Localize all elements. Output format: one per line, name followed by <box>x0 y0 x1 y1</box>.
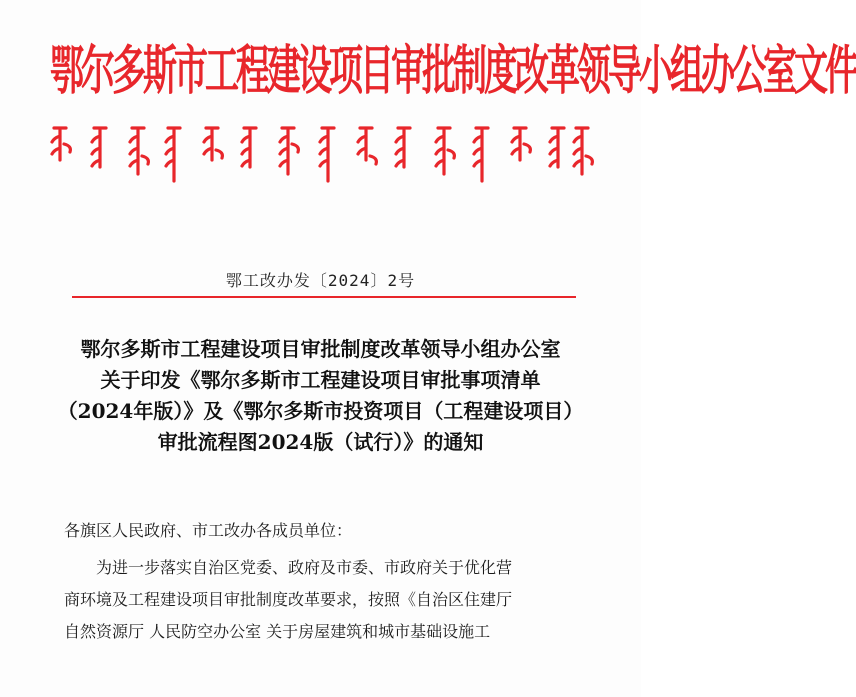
body-paragraph <box>64 552 584 648</box>
body-line: 商环境及工程建设项目审批制度改革要求，按照《自治区住建厅 <box>64 590 513 609</box>
notice-title-line: 鄂尔多斯市工程建设项目审批制度改革领导小组办公室 <box>80 337 561 361</box>
agency-header-title: 鄂尔多斯市工程建设项目审批制度改革领导小组办公室文件 <box>50 40 856 103</box>
document-number: 鄂工改办发〔2024〕2号 <box>225 271 416 290</box>
red-divider-line <box>72 296 576 298</box>
mongolian-script-banner-icon <box>52 126 592 190</box>
notice-title-line: 审批流程图2024版（试行）》的通知 <box>157 430 484 454</box>
notice-title-line: 关于印发《鄂尔多斯市工程建设项目审批事项清单 <box>100 368 541 392</box>
addressee-line: 各旗区人民政府、市工改办各成员单位： <box>64 521 353 540</box>
notice-title-line: （2024年版）》及《鄂尔多斯市投资项目（工程建设项目） <box>57 399 584 423</box>
body-line: 为进一步落实自治区党委、政府及市委、市政府关于优化营 <box>96 558 513 577</box>
body-line: 自然资源厅 人民防空办公室 关于房屋建筑和城市基础设施工 <box>64 622 491 641</box>
notice-title <box>40 334 601 458</box>
